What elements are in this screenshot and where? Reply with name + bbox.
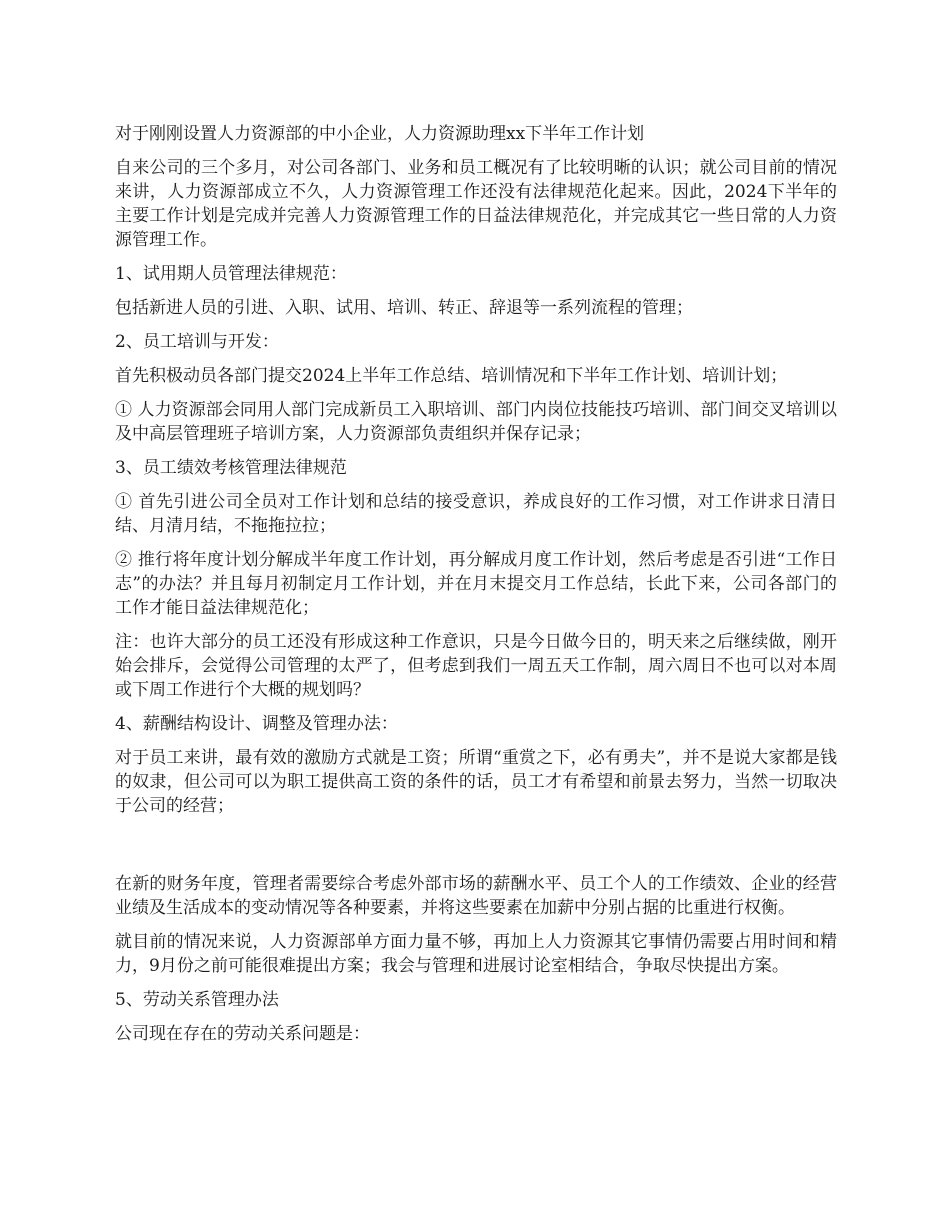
- paragraph: 包括新进人员的引进、入职、试用、培训、转正、辞退等一系列流程的管理；: [115, 298, 693, 318]
- note-paragraph: 注：也许大部分的员工还没有形成这种工作意识，只是今日做今日的，明天来之后继续做，刚开始会排斥，会觉得公司管理的太严了，但考虑到我们一周五天工作制，周六周日不也可以对本周或下周工作进行个大概的规划吗？: [115, 632, 837, 700]
- section-heading: 3、员工绩效考核管理法律规范: [115, 458, 347, 478]
- section-heading: 4、薪酬结构设计、调整及管理办法：: [115, 714, 398, 734]
- section-heading: 5、劳动关系管理办法: [115, 990, 279, 1010]
- paragraph: 公司现在存在的劳动关系问题是：: [115, 1024, 370, 1044]
- section-heading: 1、试用期人员管理法律规范：: [115, 264, 347, 284]
- document-body: [115, 122, 837, 1056]
- paragraph: 对于员工来讲，最有效的激励方式就是工资；所谓“重赏之下，必有勇夫”，并不是说大家都是钱的奴隶，但公司可以为职工提供高工资的条件的话，员工才有希望和前景去努力，当然一切取决于公司的经营；: [115, 748, 837, 816]
- paragraph: 在新的财务年度，管理者需要综合考虑外部市场的薪酬水平、员工个人的工作绩效、企业的经营业绩及生活成本的变动情况等各种要素，并将这些要素在加薪中分别占据的比重进行权衡。: [115, 874, 837, 918]
- paragraph: ② 推行将年度计划分解成半年度工作计划，再分解成月度工作计划，然后考虑是否引进“工作日志”的办法？并且每月初制定月工作计划，并在月末提交月工作总结，长此下来，公司各部门的工作才能日益法律规范化；: [115, 550, 837, 618]
- paragraph: 就目前的情况来说，人力资源部单方面力量不够，再加上人力资源其它事情仍需要占用时间和精力，9月份之前可能很难提出方案；我会与管理和进展讨论室相结合，争取尽快提出方案。: [115, 932, 837, 976]
- document-title: 对于刚刚设置人力资源部的中小企业，人力资源助理xx下半年工作计划: [115, 124, 645, 144]
- paragraph: 首先积极动员各部门提交2024上半年工作总结、培训情况和下半年工作计划、培训计划；: [115, 366, 788, 386]
- paragraph: ① 首先引进公司全员对工作计划和总结的接受意识，养成良好的工作习惯，对工作讲求日清日结、月清月结，不拖拖拉拉；: [115, 492, 837, 536]
- section-heading: 2、员工培训与开发：: [115, 332, 279, 352]
- paragraph: 自来公司的三个多月，对公司各部门、业务和员工概况有了比较明晰的认识；就公司目前的情况来讲，人力资源部成立不久，人力资源管理工作还没有法律规范化起来。因此，2024下半年的主要工作计划是完成并完善人力资源管理工作的日益法律规范化，并完成其它一些日常的人力资源管理工作。: [115, 158, 837, 250]
- blank-spacer: [115, 828, 837, 872]
- paragraph: ① 人力资源部会同用人部门完成新员工入职培训、部门内岗位技能技巧培训、部门间交叉培训以及中高层管理班子培训方案，人力资源部负责组织并保存记录；: [115, 400, 837, 444]
